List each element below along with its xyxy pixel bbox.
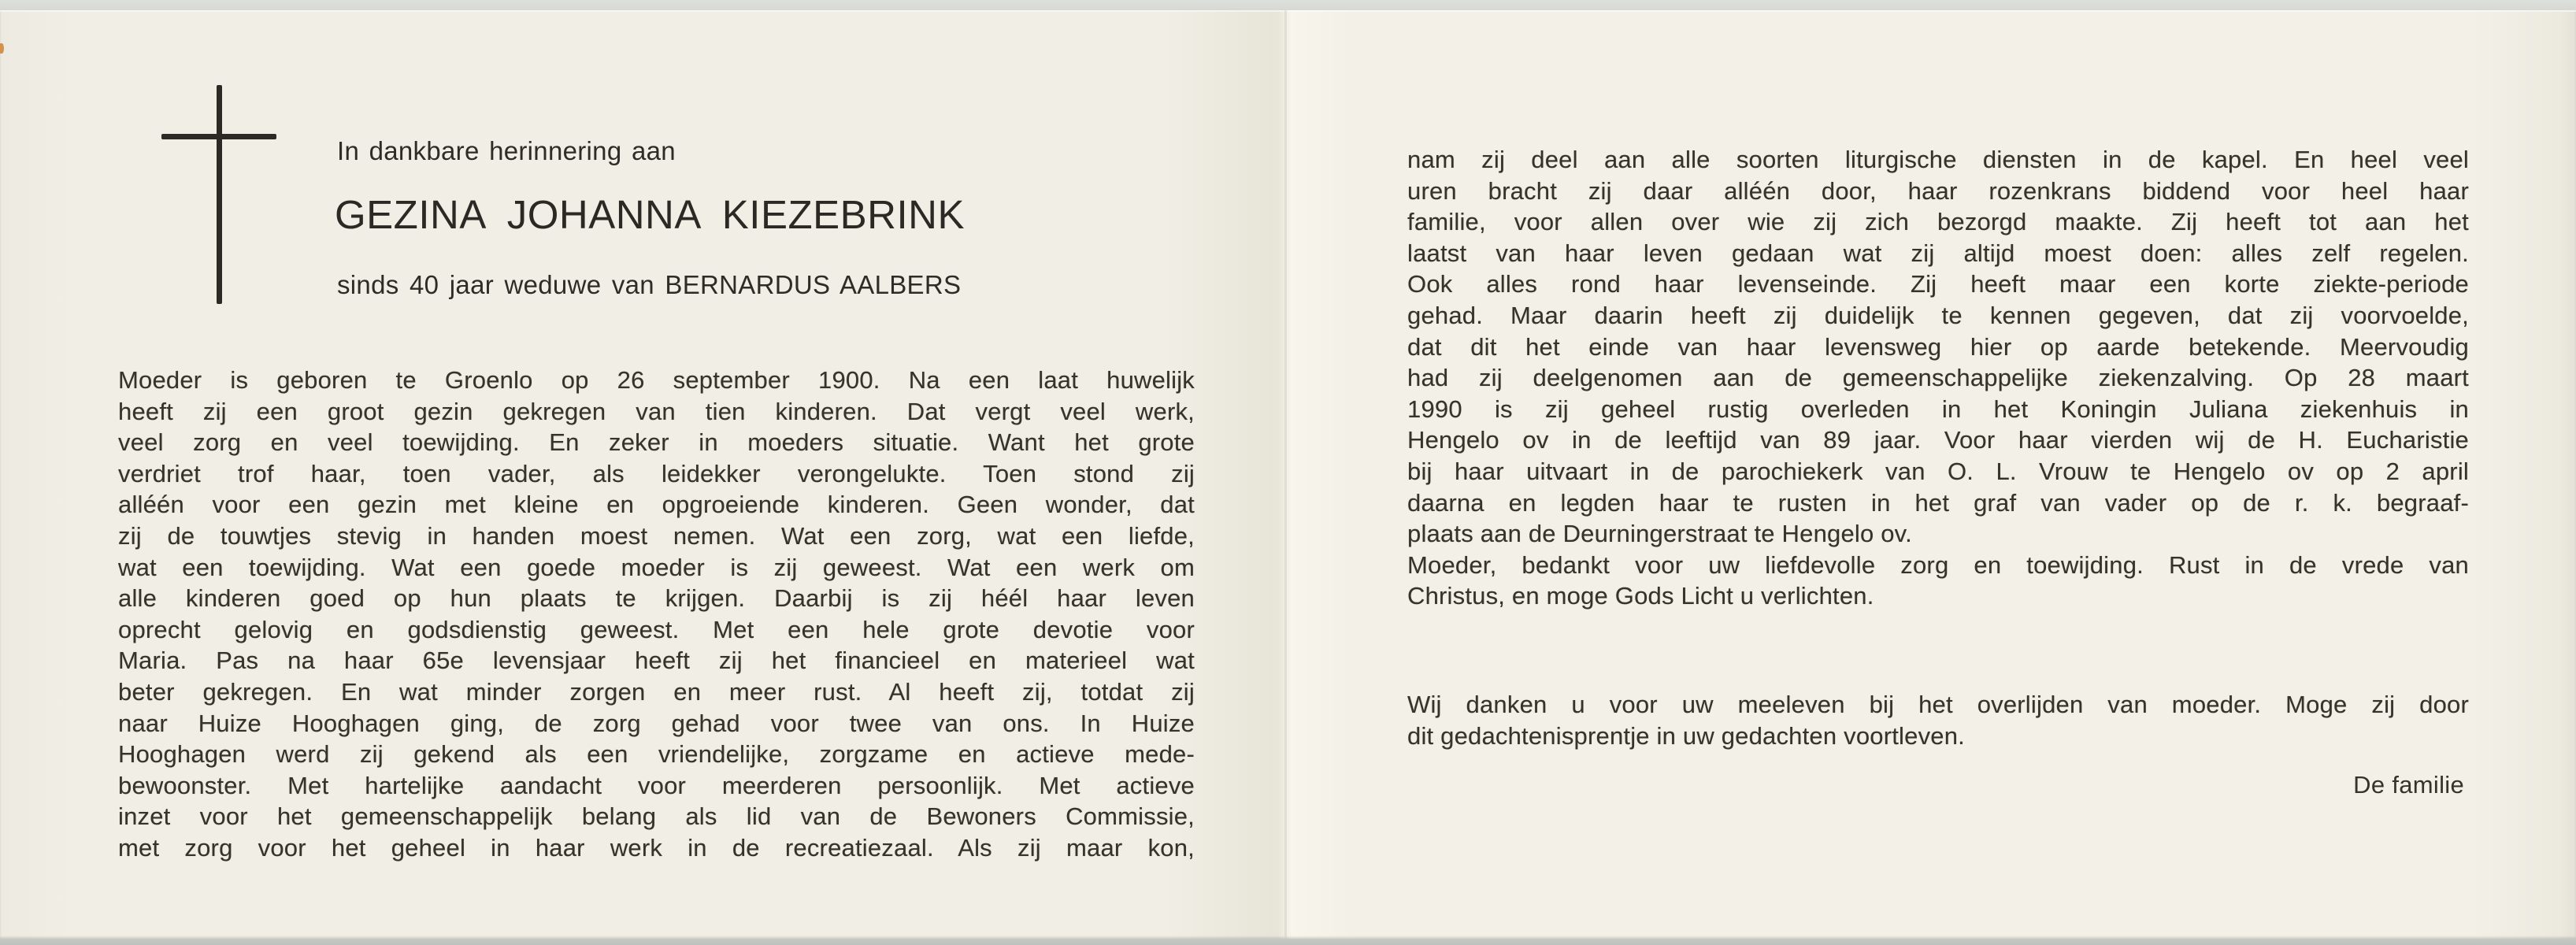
body-line: dat dit het einde van haar levensweg hier op aarde betekende. Meervoudig	[1407, 332, 2469, 361]
family-signature: De familie	[2353, 771, 2464, 799]
cross-horizontal-bar	[161, 134, 276, 139]
latin-cross-icon	[161, 85, 276, 304]
body-line: verdriet trof haar, toen vader, als leidekker verongelukte. Toen stond zij	[118, 459, 1195, 487]
right-body-paragraph	[1407, 144, 2469, 612]
body-line: dit gedachtenisprentje in uw gedachten voortleven.	[1407, 721, 1965, 750]
body-line: bewoonster. Met hartelijke aandacht voor meerderen persoonlijk. Met actieve	[118, 771, 1195, 799]
body-line: laatst van haar leven gedaan wat zij altijd moest doen: alles zelf regelen.	[1407, 239, 2469, 267]
body-line: Wij danken u voor uw meeleven bij het overlijden van moeder. Moge zij door	[1407, 691, 2469, 718]
body-line: uren bracht zij daar alléén door, haar rozenkrans biddend voor heel haar	[1407, 176, 2469, 205]
body-line: met zorg voor het geheel in haar werk in de recreatiezaal. Als zij maar kon,	[118, 833, 1195, 862]
body-line: Maria. Pas na haar 65e levensjaar heeft zij het financieel en materieel wat	[118, 647, 1195, 675]
left-body-paragraph	[118, 365, 1195, 864]
body-line: beter gekregen. En wat minder zorgen en meer rust. Al heeft zij, totdat zij	[118, 677, 1195, 706]
body-line: 1990 is zij geheel rustig overleden in het Koningin Juliana ziekenhuis in	[1407, 395, 2469, 423]
body-line: had zij deelgenomen aan de gemeenschappelijke ziekenzalving. Op 28 maart	[1407, 364, 2469, 392]
body-line: Ook alles rond haar levenseinde. Zij heeft maar een korte ziekte-periode	[1407, 270, 2469, 298]
deceased-name: GEZINA JOHANNA KIEZEBRINK	[335, 192, 965, 237]
widow-subtitle: sinds 40 jaar weduwe van BERNARDUS AALBERS	[337, 270, 962, 299]
scan-speck	[0, 43, 4, 54]
body-line: daarna en legden haar te rusten in het graf van vader op de r. k. begraaf-	[1407, 488, 2469, 517]
body-line: bij haar uitvaart in de parochiekerk van O. L. Vrouw te Hengelo ov op 2 april	[1407, 457, 2469, 485]
cross-vertical-bar	[217, 85, 222, 304]
body-line: alléén voor een gezin met kleine en opgroeiende kinderen. Geen wonder, dat	[118, 491, 1195, 519]
body-line: Moeder, bedankt voor uw liefdevolle zorg en toewijding. Rust in de vrede van	[1407, 550, 2469, 579]
memorial-card	[0, 10, 2576, 939]
closing-paragraph	[1407, 689, 2469, 751]
body-line: alle kinderen goed op hun plaats te krijgen. Daarbij is zij héél haar leven	[118, 584, 1195, 613]
body-line: Moeder is geboren te Groenlo op 26 september 1900. Na een laat huwelijk	[118, 366, 1195, 394]
body-line: oprecht gelovig en godsdienstig geweest. Met een hele grote devotie voor	[118, 615, 1195, 643]
right-page	[1286, 10, 2576, 939]
body-line: Christus, en moge Gods Licht u verlichten.	[1407, 582, 1874, 610]
body-line: inzet voor het gemeenschappelijk belang als lid van de Bewoners Commissie,	[118, 802, 1195, 831]
intro-line: In dankbare herinnering aan	[337, 136, 676, 165]
body-line: zij de touwtjes stevig in handen moest nemen. Wat een zorg, wat een liefde,	[118, 521, 1195, 550]
body-line: naar Huize Hooghagen ging, de zorg gehad voor twee van ons. In Huize	[118, 709, 1195, 737]
body-line: Hooghagen werd zij gekend als een vriendelijke, zorgzame en actieve mede-	[118, 740, 1195, 769]
body-line: familie, voor allen over wie zij zich bezorgd maakte. Zij heeft tot aan het	[1407, 208, 2469, 236]
body-line: nam zij deel aan alle soorten liturgische diensten in de kapel. En heel veel	[1407, 146, 2469, 173]
body-line: heeft zij een groot gezin gekregen van tien kinderen. Dat vergt veel werk,	[118, 397, 1195, 425]
body-line: veel zorg en veel toewijding. En zeker in moeders situatie. Want het grote	[118, 428, 1195, 457]
body-line: wat een toewijding. Wat een goede moeder is zij geweest. Wat een werk om	[118, 553, 1195, 581]
body-line: Hengelo ov in de leeftijd van 89 jaar. Voor haar vierden wij de H. Eucharistie	[1407, 426, 2469, 454]
left-page	[0, 10, 1286, 939]
body-line: gehad. Maar daarin heeft zij duidelijk te kennen gegeven, dat zij voorvoelde,	[1407, 301, 2469, 329]
body-line: plaats aan de Deurningerstraat te Hengelo ov.	[1407, 520, 1912, 548]
